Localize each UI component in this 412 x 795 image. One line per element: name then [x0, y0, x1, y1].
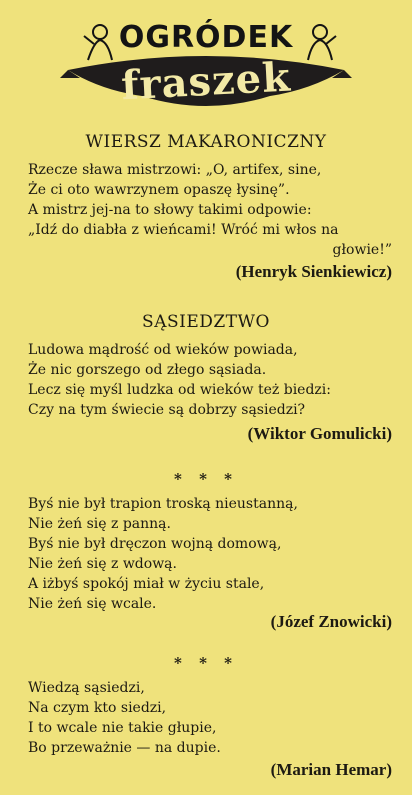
poem-separator: * * *: [174, 470, 238, 488]
poem-author: (Henryk Sienkiewicz): [235, 262, 392, 281]
poem-line: Ludowa mądrość od wieków powiada,: [28, 342, 298, 358]
poem-line: I to wcale nie takie głupie,: [28, 720, 217, 736]
masthead-title-top: OGRÓDEK: [118, 20, 294, 55]
poem-separator: * * *: [174, 654, 238, 672]
poem-title: SĄSIEDZTWO: [142, 312, 270, 332]
poem-lines: [28, 494, 392, 614]
poem-line: Nie żeń się z panną.: [28, 516, 171, 532]
poem-line: Że nic gorszego od złego sąsiada.: [28, 362, 267, 378]
poem-line: „Idź do diabła z wieńcami! Wróć mi włos na: [28, 222, 339, 238]
masthead: [60, 8, 352, 120]
poem-line: A iżbyś spokój miał w życiu stale,: [28, 576, 265, 592]
poem-title: WIERSZ MAKARONICZNY: [85, 132, 327, 152]
masthead-title-bottom: fraszek: [120, 53, 292, 110]
poem-line: Na czym kto siedzi,: [28, 700, 167, 716]
poem-line: Czy na tym świecie są dobrzy sąsiedzi?: [28, 402, 306, 418]
poem-line: Wiedzą sąsiedzi,: [28, 680, 145, 696]
poem-author: (Wiktor Gomulicki): [247, 424, 392, 443]
poem-line: Lecz się myśl ludzka od wieków też biedzi:: [28, 382, 331, 398]
poem-line: Nie żeń się wcale.: [28, 596, 157, 612]
poem-line: Byś nie był dręczon wojną domową,: [28, 536, 282, 552]
poem-line: Nie żeń się z wdową.: [28, 556, 177, 572]
poem-line: Byś nie był trapion troską nieustanną,: [28, 496, 298, 512]
poem-author: (Marian Hemar): [270, 760, 392, 779]
poem-line: Rzecze sława mistrzowi: „O, artifex, sine,: [28, 162, 322, 178]
poem-lines: [28, 340, 392, 420]
poem-line: Bo przeważnie — na dupie.: [28, 740, 221, 756]
poem-lines: [28, 160, 392, 260]
poem-author: (Józef Znowicki): [270, 612, 392, 631]
poem-line: głowie!”: [332, 242, 392, 258]
poem-line: Że ci oto wawrzynem opaszę łysinę”.: [28, 182, 290, 198]
poem-lines: [28, 678, 392, 758]
poem-line: A mistrz jej-na to słowy takimi odpowie:: [28, 202, 312, 218]
